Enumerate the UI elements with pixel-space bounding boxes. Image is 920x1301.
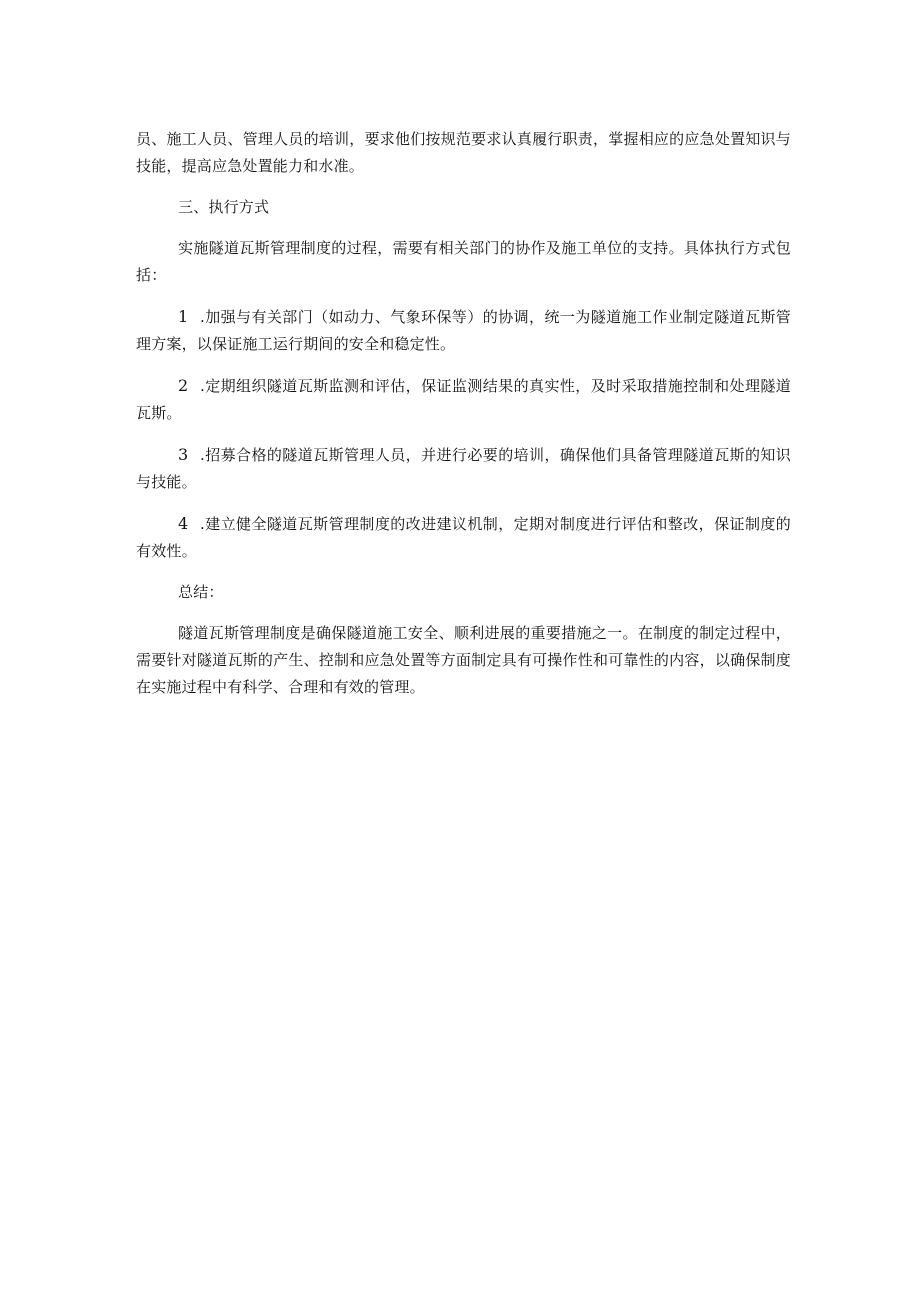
summary-paragraph: 隧道瓦斯管理制度是确保隧道施工安全、顺利进展的重要措施之一。在制度的制定过程中，需要针对隧道瓦斯的产生、控制和应急处置等方面制定具有可操作性和可靠性的内容，以确保制度在实施过程中有科学、合理和有效的管理。 [136,624,791,696]
summary-heading: 总结： [178,583,224,601]
list-item-1 [136,303,791,358]
list-item-text: .招募合格的隧道瓦斯管理人员，并进行必要的培训，确保他们具备管理隧道瓦斯的知识与技能。 [136,446,791,491]
document-body [136,126,791,715]
list-item-number: 1 [178,307,189,326]
list-item-number: 3 [178,445,189,464]
list-item-text: .加强与有关部门（如动力、气象环保等）的协调，统一为隧道施工作业制定隧道瓦斯管理方案，以保证施工运行期间的安全和稳定性。 [136,308,791,353]
list-item-2 [136,372,791,427]
list-item-text: .建立健全隧道瓦斯管理制度的改进建议机制，定期对制度进行评估和整改，保证制度的有效性。 [136,515,791,560]
list-item-number: 4 [178,514,189,533]
list-item-4 [136,510,791,565]
section-heading: 三、执行方式 [178,198,270,216]
list-item-number: 2 [178,376,189,395]
intro-continuation-paragraph: 员、施工人员、管理人员的培训，要求他们按规范要求认真履行职责，掌握相应的应急处置知识与技能，提高应急处置能力和水准。 [136,130,791,175]
list-item-3 [136,441,791,496]
section-intro-paragraph: 实施隧道瓦斯管理制度的过程，需要有相关部门的协作及施工单位的支持。具体执行方式包括： [136,239,791,284]
list-item-text: .定期组织隧道瓦斯监测和评估，保证监测结果的真实性，及时采取措施控制和处理隧道瓦斯。 [136,377,791,422]
